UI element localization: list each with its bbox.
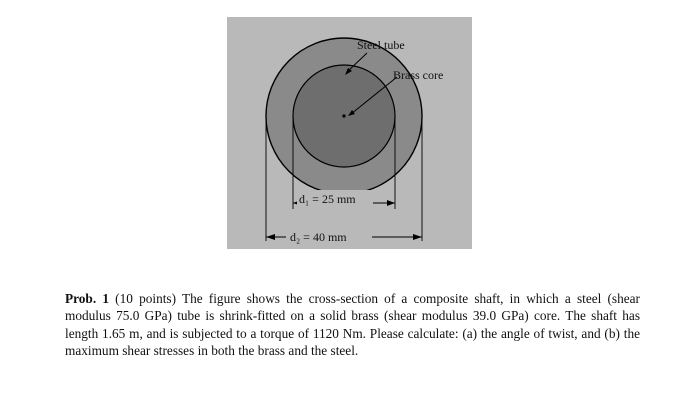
steel-tube-label: Steel tube [357, 38, 405, 52]
problem-points: (10 points) [115, 291, 177, 306]
d2-arrow-left [266, 234, 275, 240]
center-point [342, 114, 345, 117]
cross-section-diagram [227, 17, 472, 249]
problem-number: Prob. 1 [65, 291, 109, 306]
d1-arrow-right [387, 200, 395, 206]
d1-label: d₁ = 25 mm [299, 192, 356, 206]
d2-arrow-right [413, 234, 422, 240]
brass-core-label: Brass core [393, 68, 444, 82]
problem-statement [65, 290, 640, 360]
problem-body: The figure shows the cross-section of a composite shaft, in which a steel (shear modulus 75.0 GPa) tube is shrink-fitted on a solid brass (shear modulus 39.0 GPa) core. The shaft has length 1.65 m, and is subjected to a torque of 1120 Nm. Please calculate: (a) the angle of twist, and (b) the maximum shear stresses in both the brass and the steel. [65, 291, 640, 359]
cross-section-figure [227, 17, 472, 249]
d2-label: d₂ = 40 mm [290, 230, 347, 244]
